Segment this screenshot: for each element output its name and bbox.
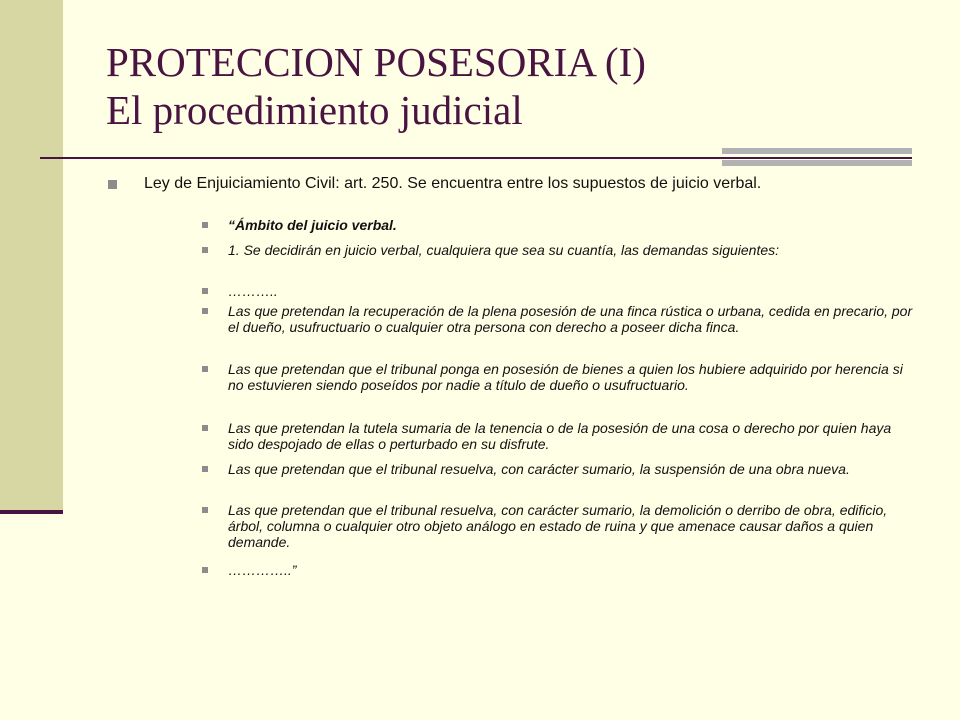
square-bullet-icon: [202, 466, 208, 472]
bullet-text: Ley de Enjuiciamiento Civil: art. 250. Se encuentra entre los supuestos de juicio verbal.: [144, 175, 762, 192]
sub-bullet-item: [228, 361, 918, 393]
sub-bullet-text: “Ámbito del juicio verbal.: [228, 217, 397, 233]
sub-bullet-text: Las que pretendan la tutela sumaria de la tenencia o de la posesión de una cosa o derecho por quien haya sido despojado de ellas o perturbado en su disfrute.: [228, 420, 892, 452]
left-decorative-band: [0, 0, 63, 512]
sub-bullet-item: [228, 217, 918, 233]
square-bullet-icon: [202, 308, 208, 314]
sub-bullet-item: [228, 303, 918, 335]
title-line-2: El procedimiento judicial: [106, 87, 523, 133]
square-bullet-icon: [202, 288, 208, 294]
sub-bullet-item: [228, 420, 918, 452]
square-bullet-icon: [202, 222, 208, 228]
sub-bullet-item: [228, 242, 918, 258]
sub-bullet-text: Las que pretendan que el tribunal ponga en posesión de bienes a quien los hubiere adquirido por herencia si no estuvieren siendo poseídos por nadie a título de dueño o usufructuario.: [228, 361, 903, 393]
sub-bullet-item: [228, 502, 918, 550]
sub-bullet-text: Las que pretendan la recuperación de la plena posesión de una finca rústica o urbana, cedida en precario, por el dueño, usufructuario o cualquier otra persona con derecho a poseer dicha finca.: [228, 303, 913, 335]
decorative-gray-bar: [722, 148, 912, 154]
square-bullet-icon: [202, 247, 208, 253]
slide-title: [106, 38, 926, 134]
sub-bullet-item: [228, 461, 918, 477]
bullet-item: [144, 175, 904, 193]
square-bullet-icon: [202, 507, 208, 513]
title-line-1: PROTECCION POSESORIA (I): [106, 39, 646, 85]
sub-bullet-text: …………..”: [228, 562, 297, 578]
sub-bullet-item: [228, 283, 918, 299]
decorative-gray-bar: [722, 160, 912, 166]
title-underline: [40, 157, 912, 159]
left-band-rule: [0, 510, 63, 514]
sub-bullet-item: [228, 562, 918, 578]
sub-bullet-text: Las que pretendan que el tribunal resuelva, con carácter sumario, la suspensión de una obra nueva.: [228, 461, 850, 477]
square-bullet-icon: [202, 567, 208, 573]
square-bullet-icon: [108, 180, 117, 189]
square-bullet-icon: [202, 425, 208, 431]
square-bullet-icon: [202, 366, 208, 372]
sub-bullet-text: ………..: [228, 283, 278, 299]
sub-bullet-text: 1. Se decidirán en juicio verbal, cualquiera que sea su cuantía, las demandas siguientes:: [228, 242, 780, 258]
sub-bullet-text: Las que pretendan que el tribunal resuelva, con carácter sumario, la demolición o derribo de obra, edificio, árbol, columna o cualquier otro objeto análogo en estado de ruina y que amenace causar daños a quien demande.: [228, 502, 888, 550]
